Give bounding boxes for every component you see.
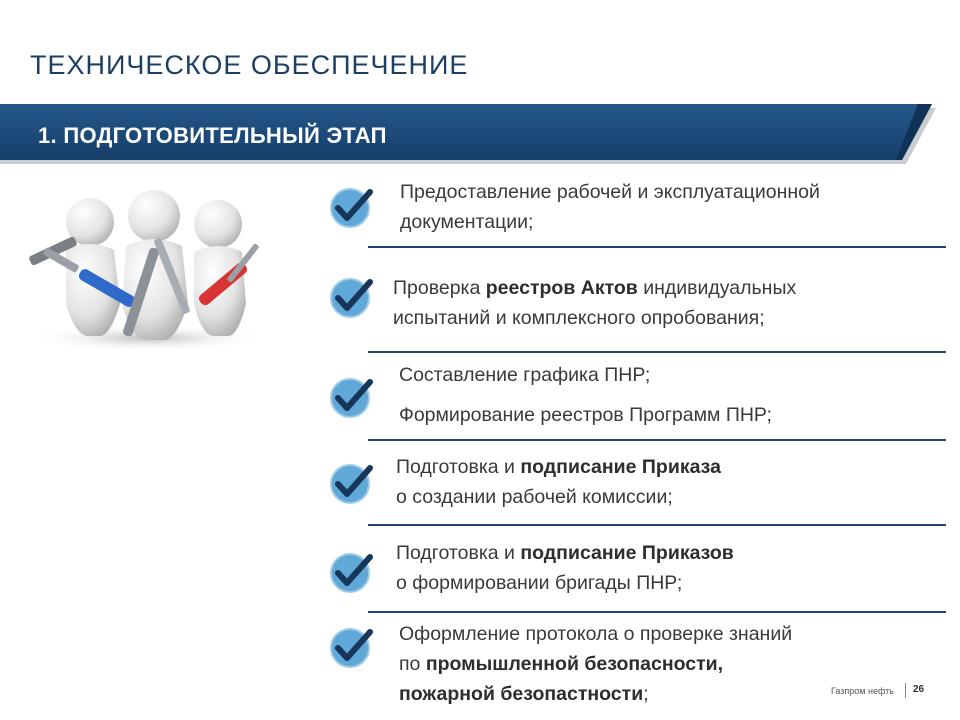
list-item-line [396,452,721,482]
divider [368,524,946,526]
list-item-line [399,649,723,679]
list-item-line [400,207,533,237]
divider [368,611,946,613]
section-title: 1. ПОДГОТОВИТЕЛЬНЫЙ ЭТАП [38,123,387,148]
item-text: Подготовка и [396,456,521,478]
checkmark-icon [330,626,374,670]
footer-separator [905,683,906,698]
divider [368,351,946,353]
checkmark-icon [330,551,374,595]
page-number: 26 [913,684,925,695]
item-text: Формирование реестров Программ ПНР; [399,404,772,426]
divider [368,439,946,441]
checkmark-icon [330,186,374,230]
list-item-line [393,303,765,333]
item-text: Оформление протокола о проверке знаний [399,623,793,645]
checkmark-icon [330,376,374,420]
workers-illustration [18,186,280,356]
item-text: о создании рабочей комиссии; [396,486,673,508]
item-text: ; [643,683,649,705]
list-item-line [399,679,649,709]
list-item-line [399,360,650,390]
page-title: ТЕХНИЧЕСКОЕ ОБЕСПЕЧЕНИЕ [30,50,469,80]
item-text: Проверка [393,277,486,299]
emphasis-text: пожарной безопастности [399,683,644,705]
emphasis-text: подписание Приказов [520,542,734,564]
list-item-line [396,538,734,568]
section-banner [0,104,940,166]
list-item-line [396,482,673,512]
item-text: Составление графика ПНР; [399,364,651,386]
item-text: индивидуальных [637,277,797,299]
item-text: Подготовка и [396,542,521,564]
list-item-line [396,568,682,598]
list-item-line [399,400,772,430]
checkmark-icon [330,462,374,506]
divider [368,246,946,248]
emphasis-text: промышленной безопасности, [425,653,724,675]
footer-brand: Газпром нефть [831,686,894,696]
item-text: о формировании бригады ПНР; [396,572,683,594]
item-text: документации; [400,211,534,233]
checkmark-icon [330,276,374,320]
item-text: испытаний и комплексного опробования; [393,307,765,329]
emphasis-text: реестров Актов [485,277,638,299]
emphasis-text: подписание Приказа [520,456,721,478]
item-text: по [399,653,426,675]
list-item-line [393,273,796,303]
item-text: Предоставление рабочей и эксплуатационной [400,181,820,203]
list-item-line [400,177,820,207]
list-item-line [399,619,792,649]
